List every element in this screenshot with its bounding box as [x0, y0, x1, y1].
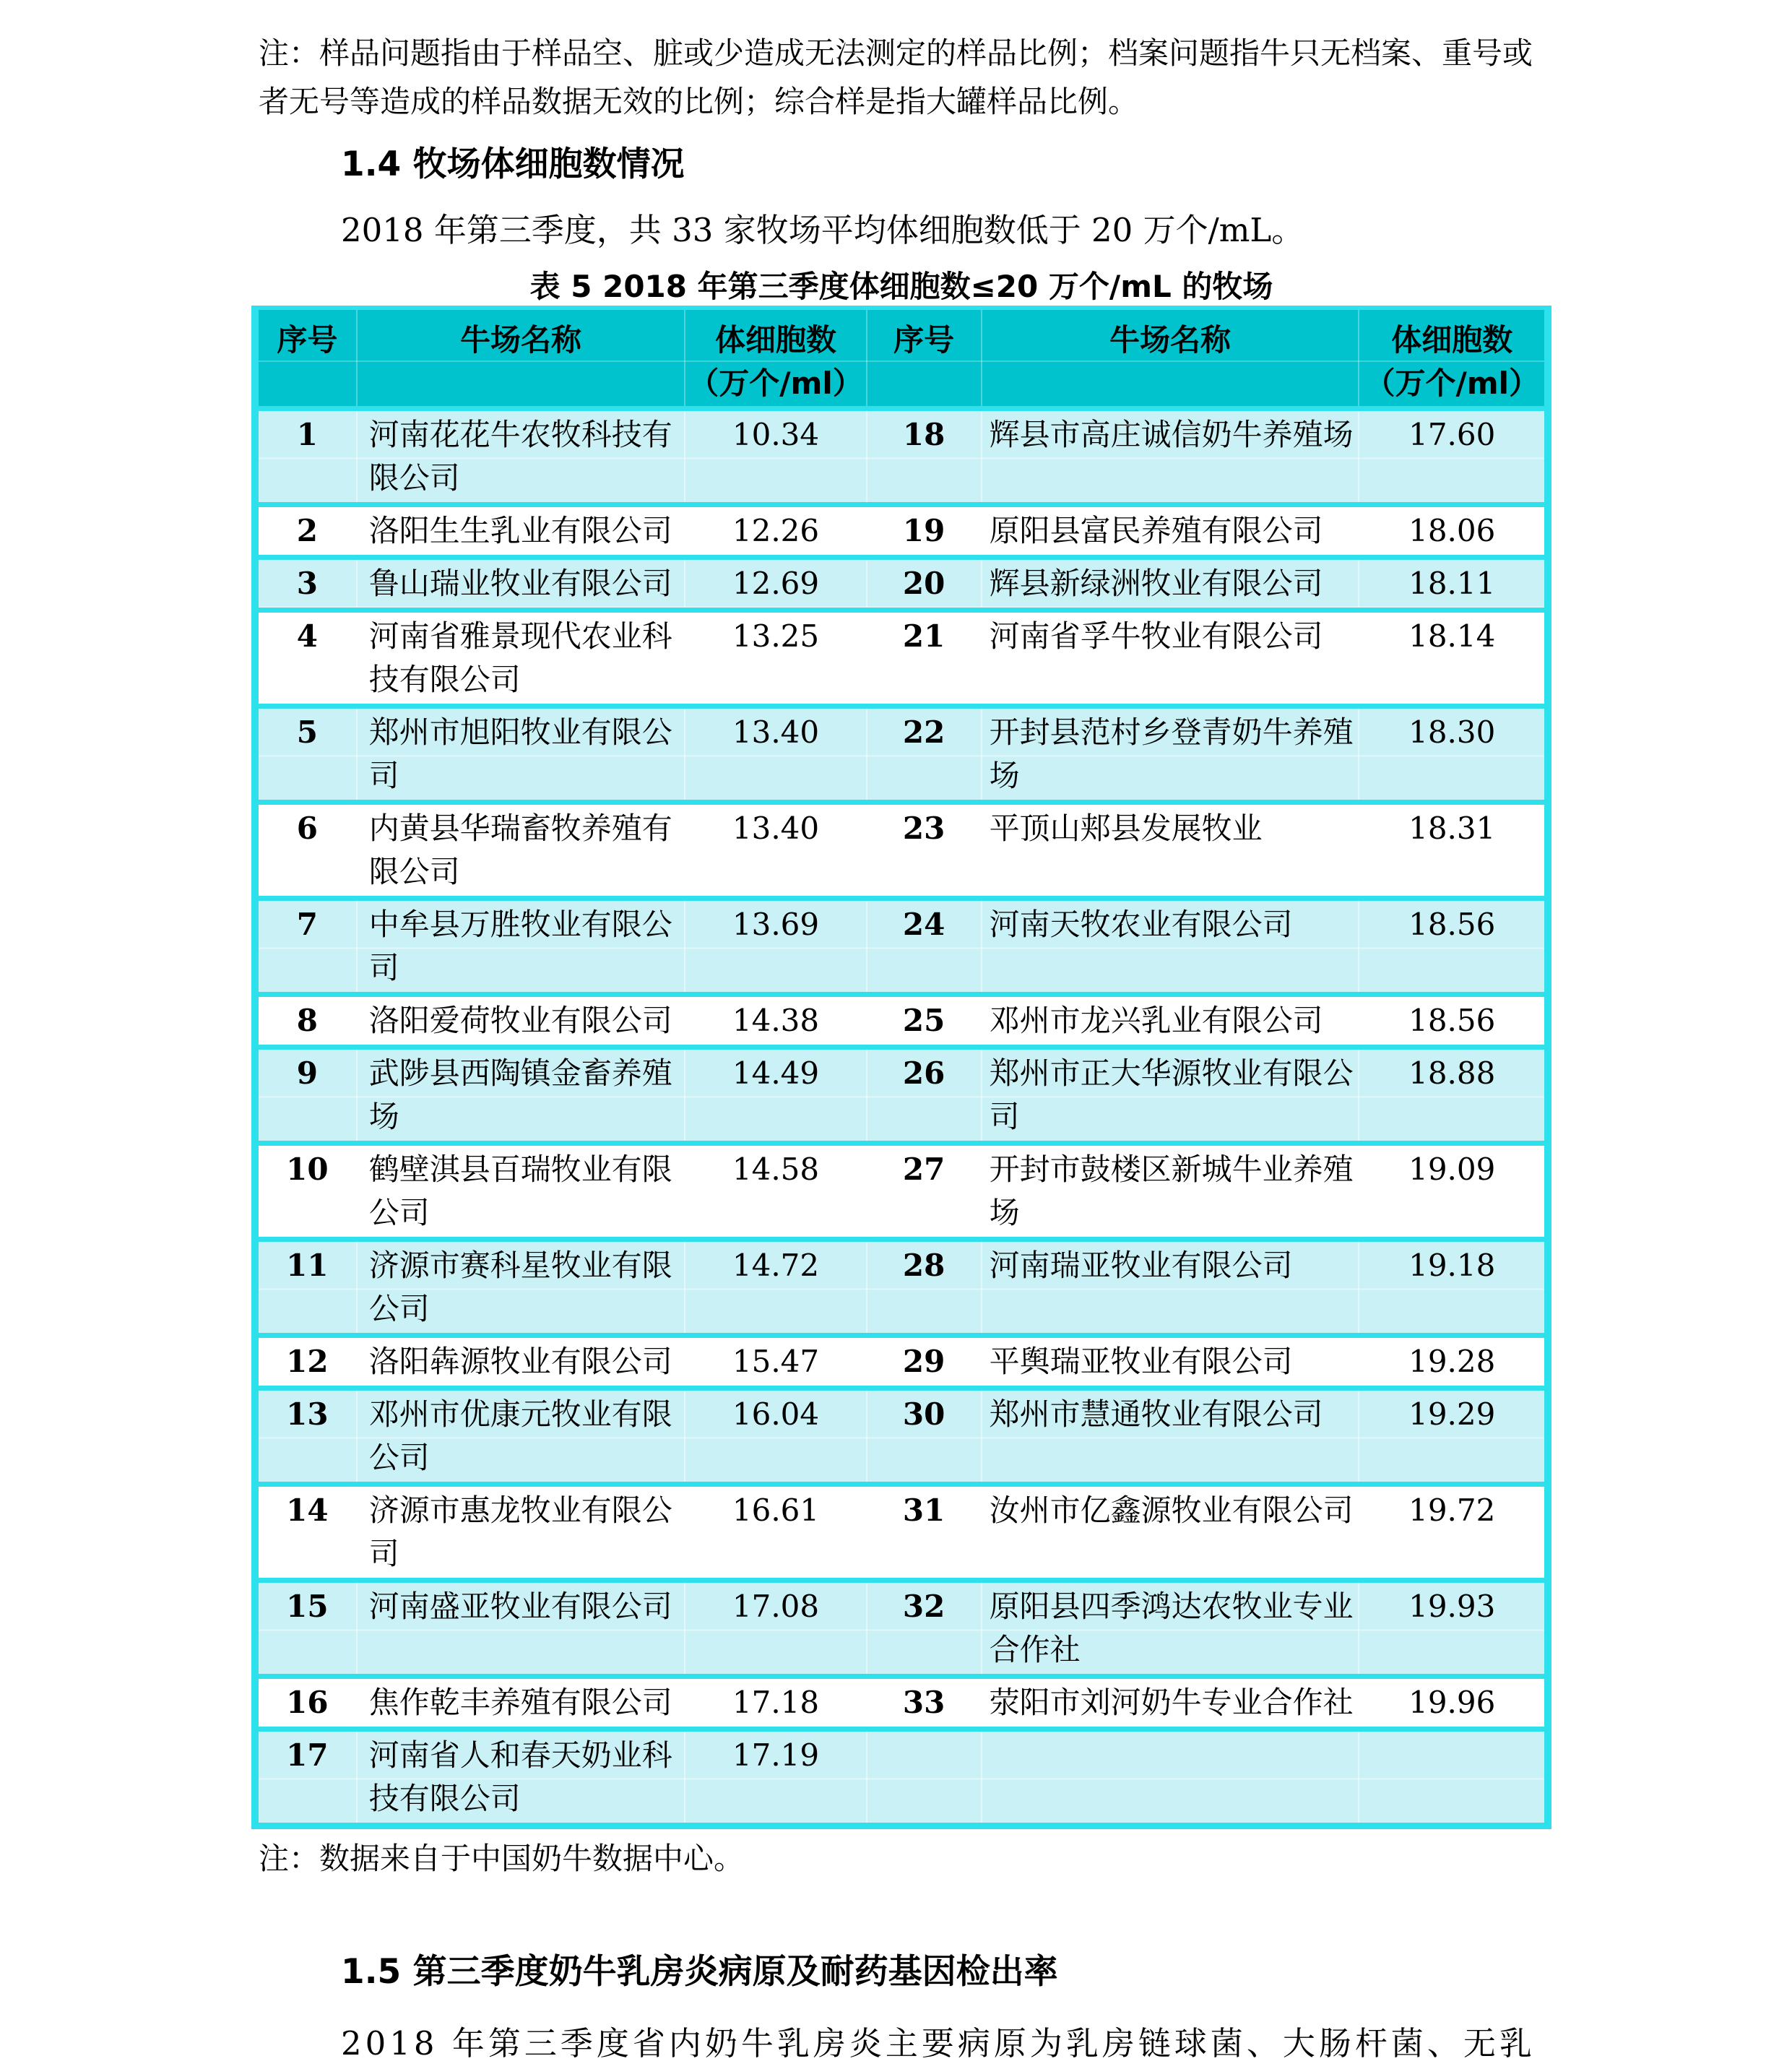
- cell-scc2: 18.30: [1359, 707, 1548, 803]
- table-row: [255, 995, 1548, 1048]
- cell-no: 12: [255, 1336, 357, 1388]
- cell-scc: 12.69: [685, 558, 866, 610]
- table-row: [255, 1677, 1548, 1729]
- cell-farm2: 荥阳市刘河奶牛专业合作社: [982, 1677, 1359, 1729]
- section-1-4-paragraph: 2018 年第三季度，共 33 家牧场平均体细胞数低于 20 万个/mL。: [341, 211, 1304, 249]
- cell-no: 6: [255, 803, 357, 899]
- table-row: [255, 409, 1548, 505]
- cell-farm: 河南省人和春天奶业科技有限公司: [357, 1729, 685, 1826]
- cell-no2: 18: [867, 409, 982, 505]
- cell-scc2: 19.18: [1359, 1240, 1548, 1336]
- cell-scc: 13.69: [685, 899, 866, 995]
- table-row: [255, 1144, 1548, 1240]
- cell-scc: 10.34: [685, 409, 866, 505]
- table-row: [255, 505, 1548, 558]
- cell-scc: 14.72: [685, 1240, 866, 1336]
- table-source-note: 注：数据来自于中国奶牛数据中心。: [259, 1841, 745, 1876]
- cell-no2: [867, 1729, 982, 1826]
- cell-farm: 中牟县万胜牧业有限公司: [357, 899, 685, 995]
- table-body: [255, 409, 1548, 1826]
- table-header: [255, 308, 1548, 409]
- cell-no2: 31: [867, 1485, 982, 1581]
- cell-no2: 33: [867, 1677, 982, 1729]
- header-farm-name: 牛场名称: [357, 308, 685, 409]
- table-row: [255, 1048, 1548, 1144]
- cell-no2: 30: [867, 1388, 982, 1485]
- cell-no2: 20: [867, 558, 982, 610]
- cell-farm2: 平顶山郏县发展牧业: [982, 803, 1359, 899]
- cell-scc2: [1359, 1729, 1548, 1826]
- cell-scc2: 17.60: [1359, 409, 1548, 505]
- cell-scc2: 19.93: [1359, 1581, 1548, 1677]
- cell-scc: 14.58: [685, 1144, 866, 1240]
- header-no: 序号: [255, 308, 357, 409]
- cell-farm2: 河南瑞亚牧业有限公司: [982, 1240, 1359, 1336]
- cell-scc: 17.08: [685, 1581, 866, 1677]
- cell-no: 17: [255, 1729, 357, 1826]
- cell-scc2: 19.09: [1359, 1144, 1548, 1240]
- cell-no: 11: [255, 1240, 357, 1336]
- cell-farm: 鲁山瑞业牧业有限公司: [357, 558, 685, 610]
- cell-farm: 河南省雅景现代农业科技有限公司: [357, 610, 685, 707]
- header-no-2: 序号: [867, 308, 982, 409]
- cell-scc: 17.19: [685, 1729, 866, 1826]
- cell-no2: 23: [867, 803, 982, 899]
- cell-scc: 16.04: [685, 1388, 866, 1485]
- cell-farm2: 邓州市龙兴乳业有限公司: [982, 995, 1359, 1048]
- cell-farm2: 郑州市正大华源牧业有限公司: [982, 1048, 1359, 1144]
- table-row: [255, 899, 1548, 995]
- cell-scc: 13.25: [685, 610, 866, 707]
- cell-no: 3: [255, 558, 357, 610]
- cell-scc: 13.40: [685, 803, 866, 899]
- cell-farm2: 开封县范村乡登青奶牛养殖场: [982, 707, 1359, 803]
- cell-no2: 21: [867, 610, 982, 707]
- cell-no2: 19: [867, 505, 982, 558]
- cell-no2: 28: [867, 1240, 982, 1336]
- cell-no2: 24: [867, 899, 982, 995]
- cell-farm2: 汝州市亿鑫源牧业有限公司: [982, 1485, 1359, 1581]
- header-scc-unit: （万个/ml）: [688, 366, 863, 401]
- cell-scc2: 18.11: [1359, 558, 1548, 610]
- header-farm-name-2: 牛场名称: [982, 308, 1359, 409]
- cell-no: 10: [255, 1144, 357, 1240]
- cell-no: 15: [255, 1581, 357, 1677]
- cell-farm: 河南花花牛农牧科技有限公司: [357, 409, 685, 505]
- cell-scc2: 18.14: [1359, 610, 1548, 707]
- cell-farm2: 原阳县富民养殖有限公司: [982, 505, 1359, 558]
- cell-scc2: 18.88: [1359, 1048, 1548, 1144]
- cell-farm2: 辉县市高庄诚信奶牛养殖场: [982, 409, 1359, 505]
- table-caption: 表 5 2018 年第三季度体细胞数≤20 万个/mL 的牧场: [529, 269, 1273, 304]
- cell-no2: 22: [867, 707, 982, 803]
- cell-scc2: 19.28: [1359, 1336, 1548, 1388]
- cell-farm2: 郑州市慧通牧业有限公司: [982, 1388, 1359, 1485]
- table-row: [255, 1240, 1548, 1336]
- cell-farm: 焦作乾丰养殖有限公司: [357, 1677, 685, 1729]
- cell-no: 16: [255, 1677, 357, 1729]
- cell-no: 1: [255, 409, 357, 505]
- header-scc-2-title: 体细胞数: [1391, 322, 1513, 358]
- cell-no: 13: [255, 1388, 357, 1485]
- table-row: [255, 610, 1548, 707]
- table-row: [255, 1485, 1548, 1581]
- cell-farm2: 开封市鼓楼区新城牛业养殖场: [982, 1144, 1359, 1240]
- cell-no2: 27: [867, 1144, 982, 1240]
- cell-scc2: 18.31: [1359, 803, 1548, 899]
- cell-scc: 16.61: [685, 1485, 866, 1581]
- cell-no: 2: [255, 505, 357, 558]
- cell-no2: 26: [867, 1048, 982, 1144]
- cell-farm: 鹤壁淇县百瑞牧业有限公司: [357, 1144, 685, 1240]
- scc-farms-table: [251, 306, 1551, 1829]
- cell-farm: 济源市惠龙牧业有限公司: [357, 1485, 685, 1581]
- cell-farm2: [982, 1729, 1359, 1826]
- table-row: [255, 707, 1548, 803]
- cell-farm: 洛阳生生乳业有限公司: [357, 505, 685, 558]
- cell-farm: 济源市赛科星牧业有限公司: [357, 1240, 685, 1336]
- table-row: [255, 1581, 1548, 1677]
- cell-farm: 郑州市旭阳牧业有限公司: [357, 707, 685, 803]
- table-row: [255, 1336, 1548, 1388]
- cell-farm: 洛阳爱荷牧业有限公司: [357, 995, 685, 1048]
- cell-no: 5: [255, 707, 357, 803]
- header-scc: [685, 308, 866, 409]
- sample-problem-note: [259, 29, 1570, 126]
- cell-no: 8: [255, 995, 357, 1048]
- header-scc-title: 体细胞数: [715, 322, 837, 358]
- table-row: [255, 1388, 1548, 1485]
- cell-scc2: 19.72: [1359, 1485, 1548, 1581]
- section-1-5-paragraph: 2018 年第三季度省内奶牛乳房炎主要病原为乳房链球菌、大肠杆菌、无乳: [341, 2024, 1536, 2062]
- cell-no2: 29: [867, 1336, 982, 1388]
- cell-farm2: 辉县新绿洲牧业有限公司: [982, 558, 1359, 610]
- cell-scc: 15.47: [685, 1336, 866, 1388]
- cell-scc2: 19.29: [1359, 1388, 1548, 1485]
- table-row: [255, 803, 1548, 899]
- cell-scc: 17.18: [685, 1677, 866, 1729]
- cell-no: 9: [255, 1048, 357, 1144]
- cell-scc: 14.49: [685, 1048, 866, 1144]
- cell-farm2: 平舆瑞亚牧业有限公司: [982, 1336, 1359, 1388]
- cell-farm: 内黄县华瑞畜牧养殖有限公司: [357, 803, 685, 899]
- table-row: [255, 1729, 1548, 1826]
- cell-scc2: 18.56: [1359, 995, 1548, 1048]
- header-scc-2: [1359, 308, 1548, 409]
- cell-scc: 13.40: [685, 707, 866, 803]
- section-1-5-heading: 1.5 第三季度奶牛乳房炎病原及耐药基因检出率: [341, 1952, 1058, 1992]
- table-row: [255, 558, 1548, 610]
- cell-farm: 武陟县西陶镇金畜养殖场: [357, 1048, 685, 1144]
- cell-no: 7: [255, 899, 357, 995]
- cell-scc: 12.26: [685, 505, 866, 558]
- cell-farm: 洛阳犇源牧业有限公司: [357, 1336, 685, 1388]
- cell-farm2: 河南天牧农业有限公司: [982, 899, 1359, 995]
- cell-no2: 25: [867, 995, 982, 1048]
- cell-farm: 邓州市优康元牧业有限公司: [357, 1388, 685, 1485]
- cell-scc2: 19.96: [1359, 1677, 1548, 1729]
- cell-farm2: 河南省孚牛牧业有限公司: [982, 610, 1359, 707]
- cell-farm2: 原阳县四季鸿达农牧业专业合作社: [982, 1581, 1359, 1677]
- sample-problem-note-line-1: 注：样品问题指由于样品空、脏或少造成无法测定的样品比例；档案问题指牛只无档案、重号或: [259, 35, 1533, 71]
- cell-scc2: 18.06: [1359, 505, 1548, 558]
- header-scc-2-unit: （万个/ml）: [1364, 366, 1539, 401]
- cell-no2: 32: [867, 1581, 982, 1677]
- cell-scc: 14.38: [685, 995, 866, 1048]
- cell-no: 14: [255, 1485, 357, 1581]
- cell-scc2: 18.56: [1359, 899, 1548, 995]
- table-header-row: [255, 308, 1548, 409]
- cell-no: 4: [255, 610, 357, 707]
- section-1-4-heading: 1.4 牧场体细胞数情况: [341, 144, 685, 184]
- sample-problem-note-line-2: 者无号等造成的样品数据无效的比例；综合样是指大罐样品比例。: [259, 84, 1139, 119]
- cell-farm: 河南盛亚牧业有限公司: [357, 1581, 685, 1677]
